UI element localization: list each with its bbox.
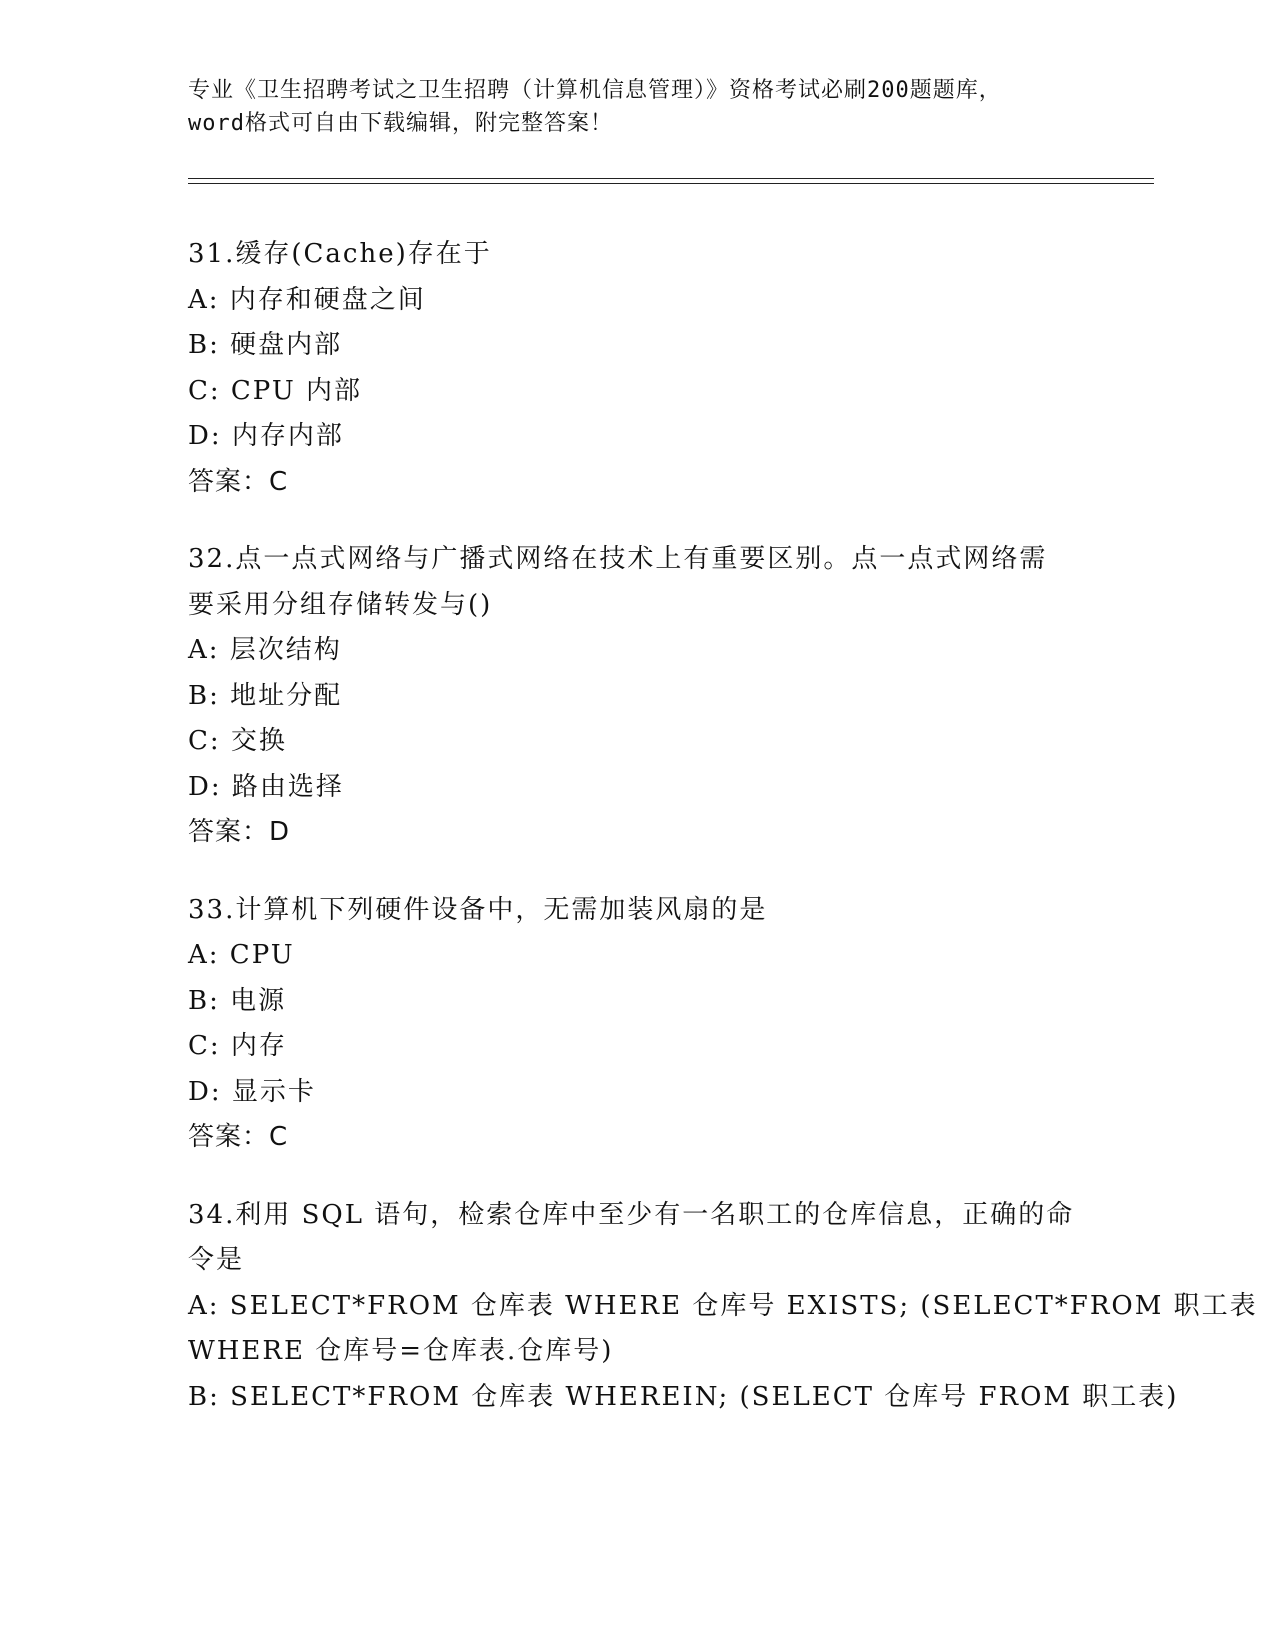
answer: 答案：C — [188, 1122, 289, 1152]
question-33 — [188, 888, 1088, 1161]
option-b: B: SELECT*FROM 仓库表 WHEREIN; (SELECT 仓库号 FROM 职工表) — [188, 1381, 1179, 1412]
option-c: C: CPU 内部 — [188, 375, 363, 406]
option-b: B: 地址分配 — [188, 680, 343, 711]
option-a-continued: WHERE 仓库号=仓库表.仓库号) — [188, 1336, 614, 1366]
answer: 答案：D — [188, 817, 291, 847]
option-a: A: SELECT*FROM 仓库表 WHERE 仓库号 EXISTS; (SELECT*FROM 职工表 — [188, 1290, 1258, 1321]
question-32 — [188, 537, 1088, 856]
question-text: 34.利用 SQL 语句，检索仓库中至少有一名职工的仓库信息，正确的命 — [188, 1199, 1075, 1230]
option-d: D: 显示卡 — [188, 1076, 316, 1107]
option-a: A: 内存和硬盘之间 — [188, 284, 426, 315]
option-a: A: CPU — [188, 940, 295, 970]
option-b: B: 硬盘内部 — [188, 330, 343, 360]
header-divider-top — [188, 178, 1154, 179]
header-line-2: word格式可自由下载编辑，附完整答案！ — [188, 111, 613, 136]
question-text: 31.缓存(Cache)存在于 — [188, 239, 492, 269]
option-c: C: 交换 — [188, 726, 287, 756]
question-34 — [188, 1193, 1258, 1421]
option-c: C: 内存 — [188, 1031, 287, 1061]
option-a: A: 层次结构 — [188, 635, 342, 665]
question-text: 33.计算机下列硬件设备中，无需加装风扇的是 — [188, 894, 768, 925]
question-text-continued: 令是 — [188, 1245, 245, 1275]
question-text: 32.点一点式网络与广播式网络在技术上有重要区别。点一点式网络需 — [188, 544, 1048, 574]
question-text-continued: 要采用分组存储转发与() — [188, 589, 493, 620]
question-31 — [188, 232, 1088, 505]
header-line-1: 专业《卫生招聘考试之卫生招聘（计算机信息管理）》资格考试必刷200题题库， — [188, 78, 1002, 103]
option-b: B: 电源 — [188, 985, 287, 1016]
header-divider-bottom — [188, 183, 1154, 184]
answer: 答案：C — [188, 466, 289, 497]
option-d: D: 内存内部 — [188, 421, 344, 451]
question-list — [188, 232, 1258, 1452]
option-d: D: 路由选择 — [188, 771, 344, 802]
document-header — [188, 74, 1088, 140]
